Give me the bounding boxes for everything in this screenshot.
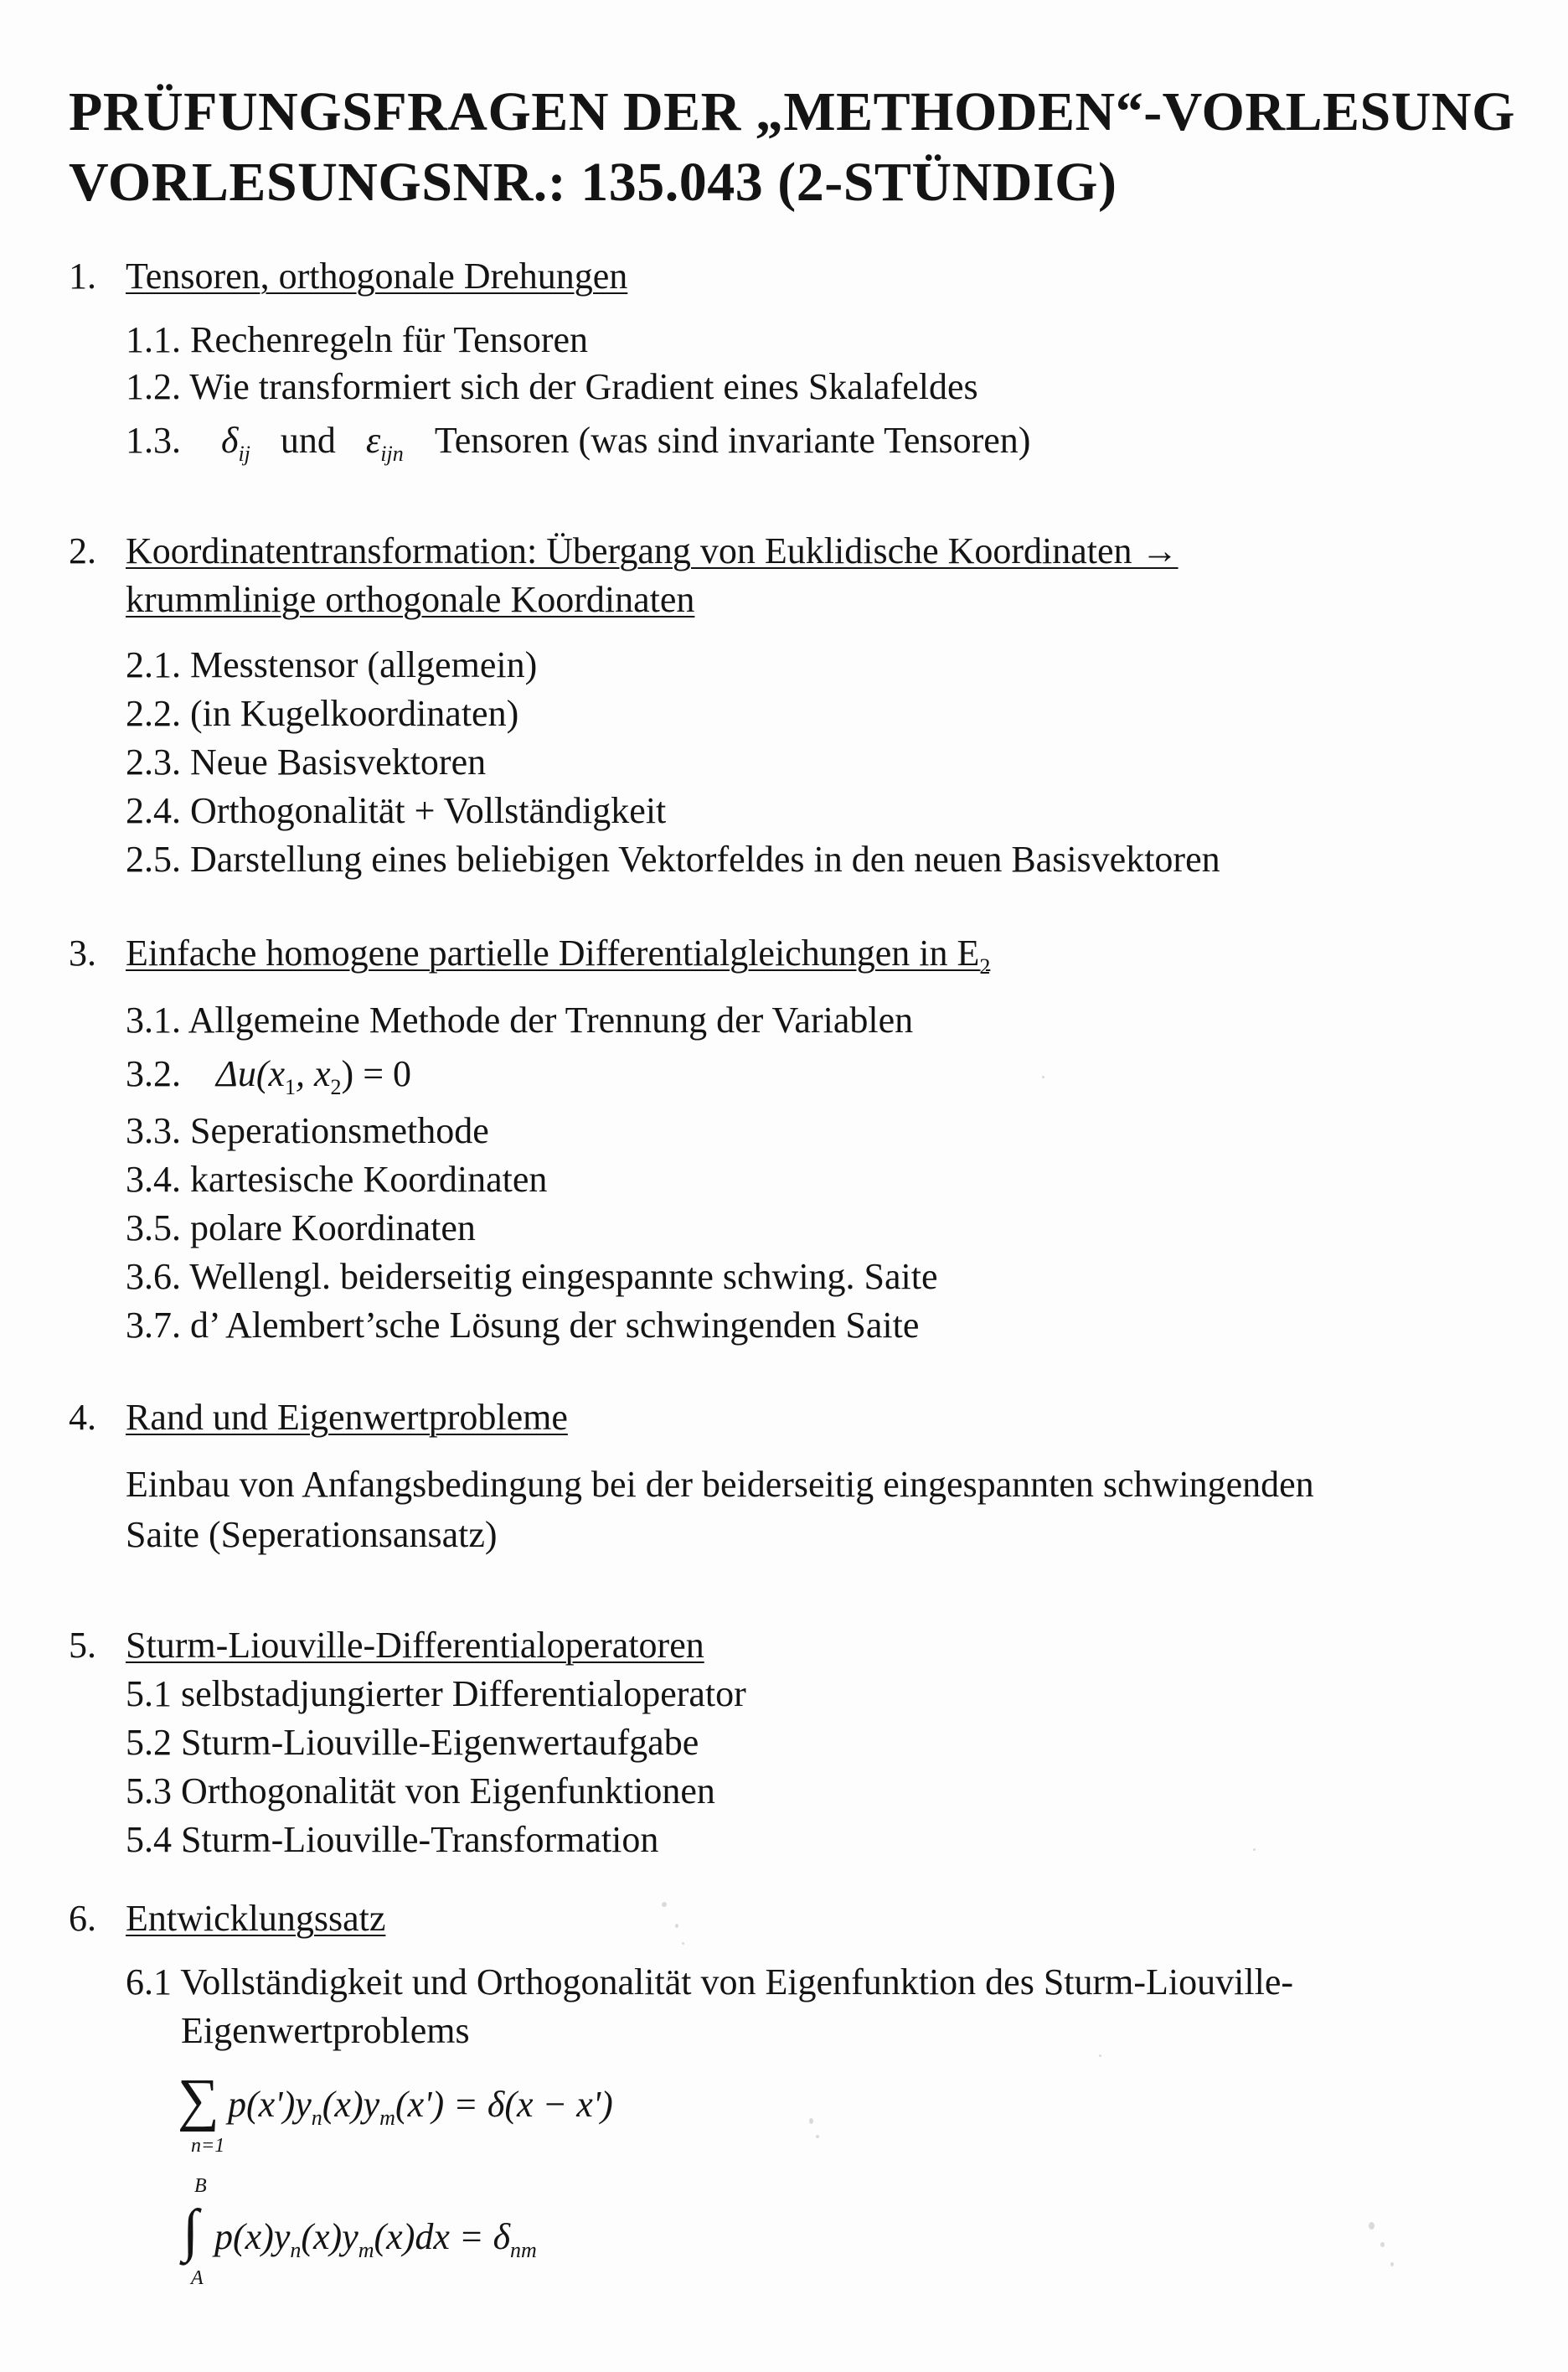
scan-speck — [1380, 2242, 1385, 2247]
laplace-formula-a: Δu(x — [216, 1053, 286, 1094]
scan-speck — [1253, 1848, 1256, 1851]
item-3-3: 3.3. Seperationsmethode — [126, 1110, 489, 1151]
completeness-formula — [178, 2070, 931, 2162]
item-5-4: 5.4 Sturm-Liouville-Transformation — [126, 1819, 659, 1860]
scan-speck — [816, 2135, 819, 2138]
orthogonality-formula — [178, 2175, 931, 2301]
orthogonality-expression — [214, 2214, 537, 2266]
delta-subscript: ij — [238, 442, 250, 466]
section-6-number: 6. — [69, 1898, 96, 1939]
item-1-3 — [126, 417, 1030, 469]
integral-lower-limit: A — [191, 2267, 204, 2289]
item-1-1: 1.1. Rechenregeln für Tensoren — [126, 319, 589, 360]
section-3-heading — [126, 930, 990, 982]
laplace-formula-b: , x — [296, 1053, 331, 1094]
item-3-1: 3.1. Allgemeine Methode der Trennung der Variablen — [126, 1000, 914, 1041]
item-1-3-und: und — [280, 420, 336, 461]
sum-lower-limit: n=1 — [191, 2135, 225, 2157]
item-3-2 — [126, 1051, 411, 1103]
scan-speck — [1099, 2054, 1101, 2057]
item-1-3-rest: Tensoren (was sind invariante Tensoren) — [434, 420, 1031, 461]
item-5-1: 5.1 selbstadjungierter Differentialoperator — [126, 1673, 746, 1714]
completeness-sub-m: m — [379, 2106, 395, 2130]
item-1-3-prefix: 1.3. — [126, 420, 181, 461]
item-3-2-prefix: 3.2. — [126, 1053, 181, 1094]
scan-speck — [682, 1942, 684, 1945]
section-4-number: 4. — [69, 1397, 96, 1438]
item-3-4: 3.4. kartesische Koordinaten — [126, 1159, 548, 1200]
section-5-number: 5. — [69, 1625, 96, 1666]
orthogonality-sub-m: m — [358, 2238, 374, 2262]
item-2-4: 2.4. Orthogonalität + Vollständigkeit — [126, 790, 667, 831]
item-3-7: 3.7. d’ Alembert’sche Lösung der schwingenden Saite — [126, 1305, 920, 1346]
title-line-2: VORLESUNGSNR.: 135.043 (2-STÜNDIG) — [69, 152, 1117, 213]
title-line-1: PRÜFUNGSFRAGEN DER „METHODEN“-VORLESUNG — [69, 81, 1515, 142]
item-3-5: 3.5. polare Koordinaten — [126, 1207, 476, 1248]
laplace-sub-1: 1 — [285, 1075, 297, 1099]
section-2-heading-line-1: Koordinatentransformation: Übergang von Euklidische Koordinaten → — [126, 530, 1179, 571]
section-3-heading-subscript: 2 — [979, 954, 991, 979]
scan-speck — [1390, 2262, 1394, 2266]
section-4-text-line-1: Einbau von Anfangsbedingung bei der beiderseitig eingespannten schwingenden — [126, 1464, 1314, 1505]
orthogonality-part-c: (x)dx = δ — [374, 2216, 511, 2257]
completeness-expression — [228, 2081, 613, 2133]
section-4-heading: Rand und Eigenwertprobleme — [126, 1397, 568, 1438]
orthogonality-part-b: (x)y — [301, 2216, 358, 2257]
orthogonality-sub-nm: nm — [510, 2238, 537, 2262]
epsilon-subscript: ijn — [380, 442, 404, 466]
scan-speck — [1042, 1076, 1044, 1078]
scan-speck — [662, 1902, 667, 1907]
section-1-heading: Tensoren, orthogonale Drehungen — [126, 256, 628, 297]
laplace-formula-c: ) = 0 — [341, 1053, 412, 1094]
scan-speck — [1369, 2222, 1375, 2230]
orthogonality-part-a: p(x)y — [214, 2216, 291, 2257]
item-6-1-line-2: Eigenwertproblems — [181, 2010, 470, 2051]
item-6-1-line-1: 6.1 Vollständigkeit und Orthogonalität von Eigenfunktion des Sturm-Liouville- — [126, 1961, 1294, 2003]
completeness-sub-n: n — [311, 2106, 322, 2130]
completeness-part-a: p(x')y — [228, 2084, 312, 2125]
section-3-number: 3. — [69, 933, 96, 974]
item-3-6: 3.6. Wellengl. beiderseitig eingespannte schwing. Saite — [126, 1256, 938, 1297]
integral-symbol: ∫ — [183, 2199, 199, 2263]
section-3-heading-text: Einfache homogene partielle Differentialgleichungen in E — [126, 933, 980, 974]
orthogonality-sub-n: n — [290, 2238, 302, 2262]
section-2-number: 2. — [69, 530, 96, 571]
item-2-5: 2.5. Darstellung eines beliebigen Vektorfeldes in den neuen Basisvektoren — [126, 839, 1220, 880]
section-1-number: 1. — [69, 256, 96, 297]
item-5-2: 5.2 Sturm-Liouville-Eigenwertaufgabe — [126, 1722, 699, 1763]
scan-speck — [809, 2118, 813, 2124]
section-4-text-line-2: Saite (Seperationsansatz) — [126, 1514, 498, 1555]
laplace-sub-2: 2 — [330, 1075, 342, 1099]
item-5-3: 5.3 Orthogonalität von Eigenfunktionen — [126, 1770, 715, 1811]
page-title — [69, 77, 1515, 218]
item-2-2: 2.2. (in Kugelkoordinaten) — [126, 693, 519, 734]
delta-symbol: δ — [221, 420, 239, 461]
scan-speck — [675, 1924, 678, 1928]
item-2-3: 2.3. Neue Basisvektoren — [126, 742, 487, 783]
section-2-heading-line-2: krummlinige orthogonale Koordinaten — [126, 579, 695, 620]
section-5-heading: Sturm-Liouville-Differentialoperatoren — [126, 1625, 704, 1666]
completeness-part-c: (x') = δ(x − x') — [395, 2084, 613, 2125]
epsilon-symbol: ε — [365, 420, 381, 461]
section-6-heading: Entwicklungssatz — [126, 1898, 386, 1939]
completeness-part-b: (x)y — [322, 2084, 380, 2125]
sum-symbol: ∑ — [178, 2068, 219, 2132]
integral-upper-limit: B — [194, 2175, 207, 2197]
item-1-2: 1.2. Wie transformiert sich der Gradient eines Skalafeldes — [126, 366, 978, 407]
item-2-1: 2.1. Messtensor (allgemein) — [126, 644, 538, 685]
